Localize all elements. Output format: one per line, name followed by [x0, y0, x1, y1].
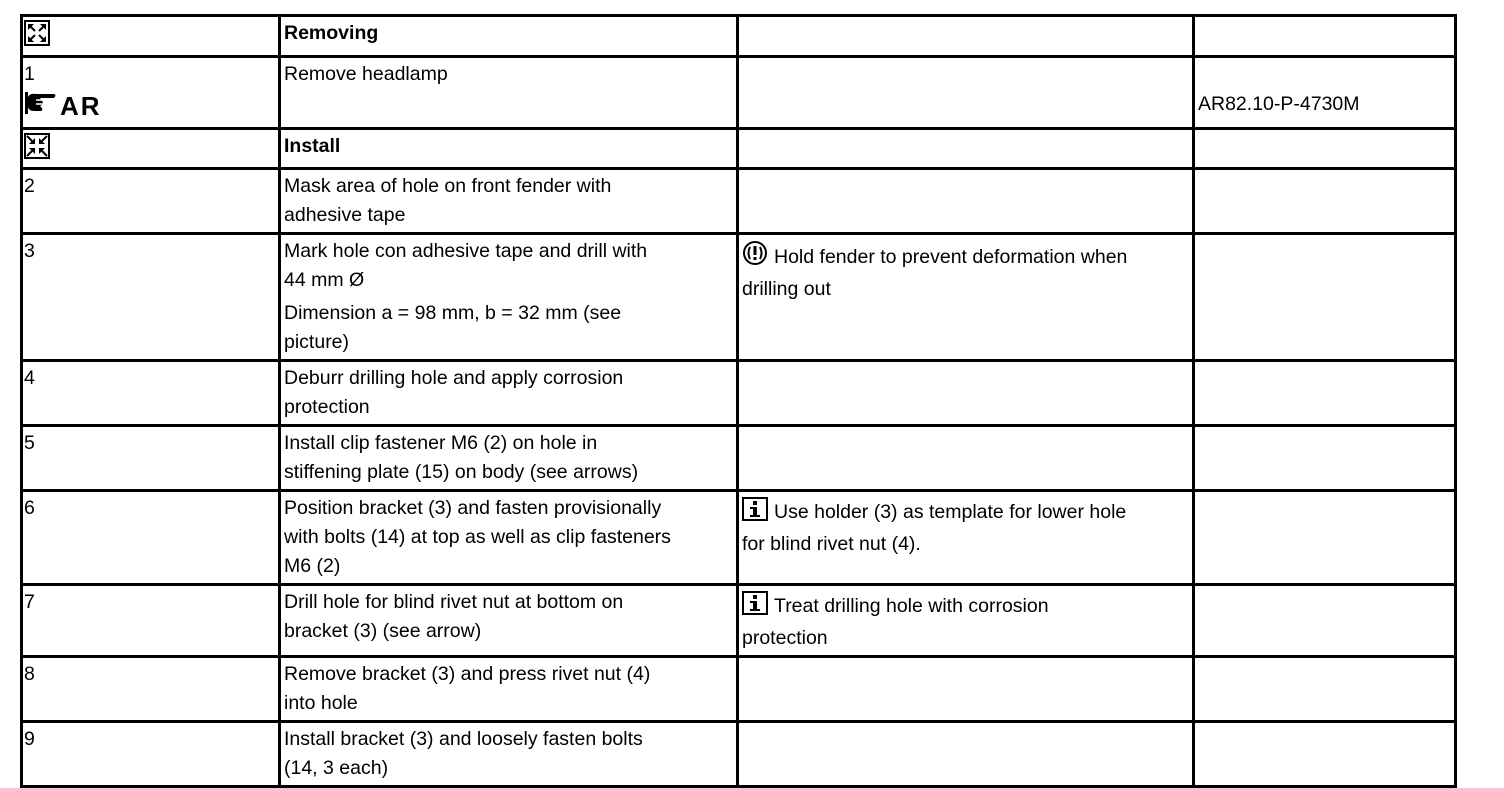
action-cell	[280, 491, 738, 585]
note-cell	[738, 57, 1194, 129]
step-number: 3	[24, 240, 35, 262]
step-cell	[22, 657, 280, 722]
ref-cell	[1194, 491, 1456, 585]
caution-icon	[742, 240, 768, 275]
step-number: 1	[24, 63, 35, 85]
action-cell	[280, 426, 738, 491]
action-text: M6 (2)	[284, 555, 341, 577]
note-text: drilling out	[742, 278, 831, 300]
note-text: Hold fender to prevent deformation when	[774, 246, 1128, 268]
step-cell	[22, 234, 280, 361]
step-number: 4	[24, 367, 35, 389]
note-cell	[738, 16, 1194, 57]
step-number: 2	[24, 175, 35, 197]
reference-link[interactable]: AR82.10-P-4730M	[1198, 93, 1360, 115]
action-cell	[280, 169, 738, 234]
step-cell	[22, 585, 280, 657]
action-text: Drill hole for blind rivet nut at bottom on	[284, 591, 624, 613]
ref-cell	[1194, 16, 1456, 57]
table-row	[22, 16, 1456, 57]
action-cell	[280, 585, 738, 657]
note-cell	[738, 722, 1194, 787]
note-text: for blind rivet nut (4).	[742, 533, 921, 555]
action-text: adhesive tape	[284, 204, 406, 226]
ref-cell	[1194, 426, 1456, 491]
note-cell	[738, 169, 1194, 234]
ref-cell	[1194, 169, 1456, 234]
step-cell	[22, 426, 280, 491]
table-row	[22, 169, 1456, 234]
step-cell	[22, 361, 280, 426]
step-number: 8	[24, 663, 35, 685]
action-text: (14, 3 each)	[284, 757, 389, 779]
action-text: Position bracket (3) and fasten provisionally	[284, 497, 662, 519]
action-cell	[280, 361, 738, 426]
table-row	[22, 361, 1456, 426]
action-cell	[280, 57, 738, 129]
action-cell	[280, 16, 738, 57]
action-text: Deburr drilling hole and apply corrosion	[284, 367, 624, 389]
table-row	[22, 585, 1456, 657]
ref-cell	[1194, 361, 1456, 426]
action-cell	[280, 234, 738, 361]
section-heading-install: Install	[284, 135, 341, 157]
step-cell	[22, 16, 280, 57]
action-text: Install clip fastener M6 (2) on hole in	[284, 432, 598, 454]
action-cell	[280, 657, 738, 722]
action-text: Install bracket (3) and loosely fasten bolts	[284, 728, 643, 750]
step-cell	[22, 169, 280, 234]
action-text: stiffening plate (15) on body (see arrows)	[284, 461, 639, 483]
section-heading-removing: Removing	[284, 22, 379, 44]
ref-cell	[1194, 585, 1456, 657]
note-cell	[738, 234, 1194, 361]
expand-arrows-icon	[24, 20, 50, 46]
step-number: 7	[24, 591, 35, 613]
ar-reference-marker	[24, 89, 275, 123]
action-text: Mask area of hole on front fender with	[284, 175, 612, 197]
action-text: 44 mm Ø	[284, 269, 365, 291]
table-row	[22, 722, 1456, 787]
step-number: 9	[24, 728, 35, 750]
note-cell	[738, 491, 1194, 585]
pointing-hand-icon	[24, 89, 58, 124]
table-row	[22, 57, 1456, 129]
action-text: with bolts (14) at top as well as clip fasteners	[284, 526, 671, 548]
table-row	[22, 234, 1456, 361]
procedure-table	[20, 14, 1457, 788]
table-row	[22, 491, 1456, 585]
action-text: bracket (3) (see arrow)	[284, 620, 482, 642]
step-cell	[22, 129, 280, 169]
ref-cell	[1194, 57, 1456, 129]
action-text: into hole	[284, 692, 358, 714]
note-cell	[738, 426, 1194, 491]
ref-cell	[1194, 234, 1456, 361]
action-text: Mark hole con adhesive tape and drill with	[284, 240, 648, 262]
action-text: Dimension a = 98 mm, b = 32 mm (see	[284, 302, 622, 324]
step-number: 5	[24, 432, 35, 454]
step-cell	[22, 722, 280, 787]
action-text: Remove headlamp	[284, 63, 448, 85]
note-text: Treat drilling hole with corrosion	[774, 595, 1049, 617]
note-cell	[738, 585, 1194, 657]
note-cell	[738, 361, 1194, 426]
compress-arrows-icon	[24, 133, 50, 159]
table-row	[22, 129, 1456, 169]
step-cell	[22, 57, 280, 129]
step-number: 6	[24, 497, 35, 519]
info-icon	[742, 497, 768, 530]
note-text: protection	[742, 627, 828, 649]
ar-label: AR	[60, 90, 102, 121]
ref-cell	[1194, 129, 1456, 169]
action-cell	[280, 722, 738, 787]
note-cell	[738, 129, 1194, 169]
table-row	[22, 657, 1456, 722]
ref-cell	[1194, 657, 1456, 722]
table-row	[22, 426, 1456, 491]
action-text: protection	[284, 396, 370, 418]
action-text: Remove bracket (3) and press rivet nut (4)	[284, 663, 651, 685]
note-text: Use holder (3) as template for lower hole	[774, 501, 1127, 523]
step-cell	[22, 491, 280, 585]
info-icon	[742, 591, 768, 624]
action-cell	[280, 129, 738, 169]
note-cell	[738, 657, 1194, 722]
action-text: picture)	[284, 331, 350, 353]
ref-cell	[1194, 722, 1456, 787]
